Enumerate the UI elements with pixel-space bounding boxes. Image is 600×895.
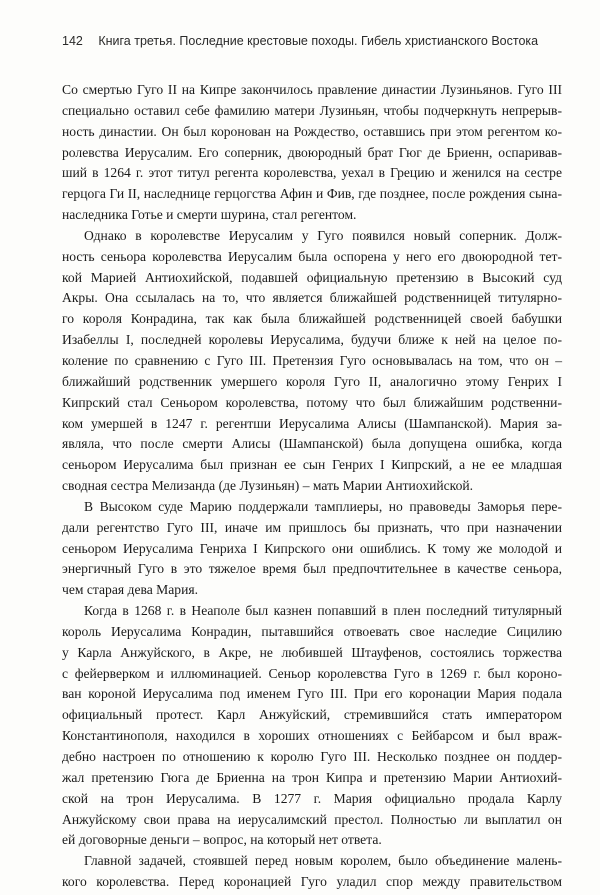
text-line: король Иерусалима Конрадин, пытавшийся отвоевать свое наследие Сицилию [62,623,562,639]
text-line: Когда в 1268 г. в Неаполе был казнен попавший в плен последний титулярный [84,603,562,619]
text-line: ность сеньора королевства Иерусалим была оспорена у него его двоюродной тет- [62,248,562,264]
text-line: коление по сравнению с Гуго III. Претензия Гуго основывалась на том, что он – [62,352,562,368]
text-line: официальный протест. Карл Анжуйский, стремившийся стать императором [62,707,562,723]
text-line: ской на трон Иерусалима. В 1277 г. Мария официально продала Карлу [62,790,562,806]
text-line: у Карла Анжуйского, в Акре, не любившей Штауфенов, состоялись торжества [62,644,562,660]
text-line: В Высоком суде Марию поддержали тамплиеры, но правоведы Заморья пере- [84,498,562,514]
text-line: являла, что после смерти Алисы (Шампанской) была допущена ошибка, когда [62,436,562,452]
text-line: сеньором Иерусалима был признан ее сын Генрих I Кипрский, а не ее младшая [62,457,562,473]
text-line: ность династии. Он был коронован на Рождество, оставшись при этом регентом ко- [62,123,562,139]
text-line: Акры. Она ссылалась на то, что является ближайшей родственницей титулярно- [62,290,562,306]
running-title: Книга третья. Последние крестовые походы. Гибель христианского Востока [98,34,539,48]
text-line: кого королевства. Перед коронацией Гуго уладил спор между правительством [62,874,562,890]
text-line: Однако в королевстве Иерусалим у Гуго появился новый соперник. Долж- [84,227,562,243]
text-line: ей договорные деньги – вопрос, на который нет ответа. [62,832,382,848]
text-line: специально оставил себе фамилию матери Лузиньян, чтобы подчеркнуть непрерыв- [62,102,562,118]
text-line: жал претензию Гюга де Бриенна на трон Кипра и претензию Марии Антиохий- [62,769,562,785]
text-line: ван короной Иерусалима под именем Гуго III. При его коронации Мария подала [62,686,562,702]
text-line: го короля Конрадина, так как была ближайшей родственницей своей бабушки [62,311,562,327]
text-line: Анжуйскому свои права на иерусалимский престол. Полностью ли выплатил он [62,811,562,827]
page-number: 142 [62,34,83,48]
text-line: Кипрский стал Сеньором королевства, потому что был ближайшим родственни- [62,394,562,410]
running-header [62,34,538,48]
text-line: дебно настроен по отношению к королю Гуго III. Несколько позднее он поддер- [62,749,562,764]
text-line: наследника Готье и смерти шурина, стал регентом. [62,207,357,223]
text-line: энергичный Гуго в это тяжелое время был предпочтительнее в качестве сеньора, [62,561,562,577]
body-text [62,80,562,893]
text-line: дали регентство Гуго III, иначе им пришлось бы признать, что при назначении [62,519,562,535]
text-line: с фейерверком и иллюминацией. Сеньор королевства Гуго в 1269 г. был короно- [62,665,562,681]
text-line: чем старая дева Мария. [62,582,198,598]
text-line: Главной задачей, стоявшей перед новым королем, было объединение малень- [84,853,562,869]
text-line: сеньором Иерусалима Генриха I Кипрского они ошиблись. К тому же молодой и [62,540,562,556]
text-line: Изабеллы I, последней королевы Иерусалима, будучи ближе к ней на целое по- [62,332,562,348]
text-line: ближайший родственник умершего короля Гуго II, аналогично этому Генрих I [62,373,562,389]
text-line: ролевства Иерусалим. Его соперник, двоюродный брат Гюг де Бриенн, оспаривав- [62,144,562,160]
text-line: сводная сестра Мелизанда (де Лузиньян) – мать Марии Антиохийской. [62,478,474,494]
text-line: Константинополя, находился в хороших отношениях с Бейбарсом и был враж- [62,728,562,744]
text-line: герцога Ги II, наследнице герцогства Афин и Фив, где позднее, после рождения сына- [62,186,562,202]
text-line: ком умершей в 1247 г. регентши Иерусалима Алисы (Шампанской). Мария за- [62,415,562,431]
text-line: кой Марией Антиохийской, подавшей официальную претензию в Высокий суд [62,269,562,285]
text-line: Со смертью Гуго II на Кипре закончилось правление династии Лузиньянов. Гуго III [62,82,562,97]
text-line: ший в 1264 г. этот титул регента королевства, уехал в Грецию и женился на сестре [62,165,562,181]
